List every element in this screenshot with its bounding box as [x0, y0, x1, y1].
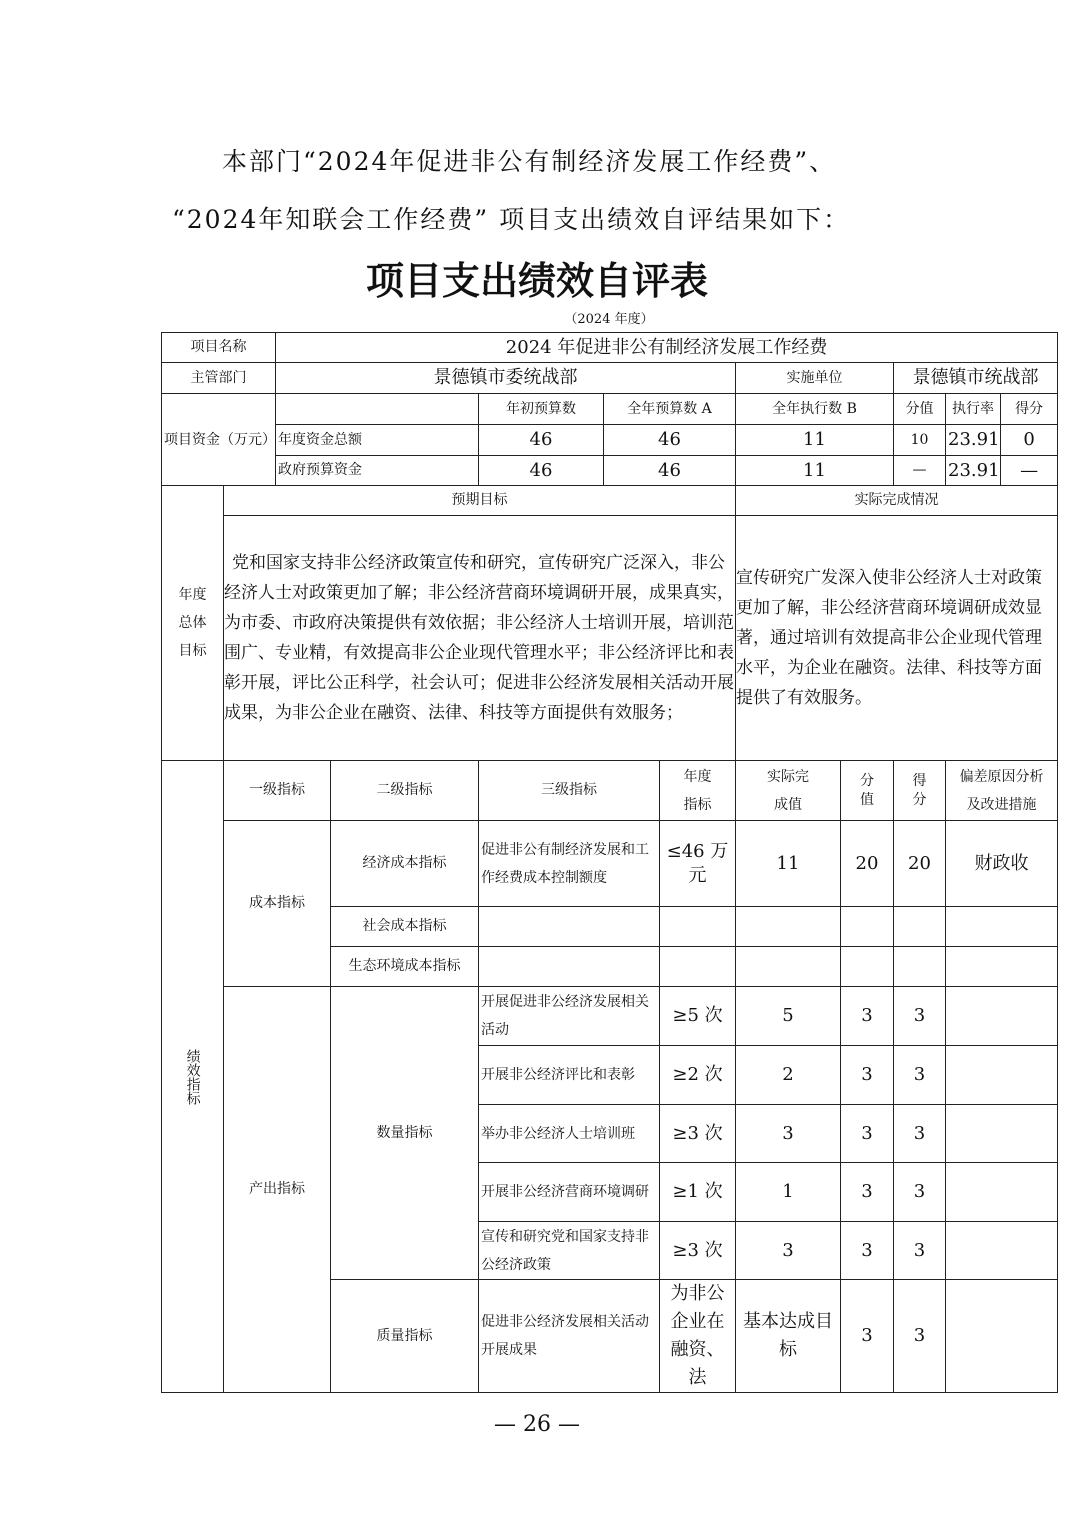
- funds-header: 全年执行数 B: [736, 394, 894, 425]
- intro-line-1: 本部门“2024年促进非公有制经济发展工作经费”、: [222, 147, 837, 176]
- intro-line-2: “2024年知联会工作经费” 项目支出绩效自评结果如下：: [172, 205, 851, 234]
- indicator-header: 二级指标: [331, 761, 479, 821]
- actual-header: 实际完成情况: [736, 486, 1058, 516]
- dept-label: 主管部门: [162, 363, 276, 394]
- actual-goal-text: 宣传研究广发深入使非公经济人士对政策更加了解，非公经济营商环境调研成效显著，通过培训有效提高非公企业现代管理水平，为企业在融资。法律、科技等方面提供了有效服务。: [736, 516, 1058, 761]
- evaluation-table: [161, 332, 1058, 1393]
- funds-row: 政府预算资金 46 46 11 — 23.91 —: [162, 456, 1058, 486]
- indicator-header: 年度指标: [660, 761, 736, 821]
- dept-value: 景德镇市委统战部: [276, 363, 736, 394]
- indicator-row: 举办非公经济人士培训班 ≥3 次 3 3 3: [162, 1105, 1058, 1163]
- funds-label: 项目资金（万元）: [162, 394, 276, 486]
- funds-header: 分值: [894, 394, 946, 425]
- indicator-row: 成本指标 经济成本指标 促进非公有制经济发展和工作经费成本控制额度 ≤46 万元 11 20 20 财政收: [162, 821, 1058, 907]
- indicator-header: 三级指标: [479, 761, 660, 821]
- funds-header: 年初预算数: [479, 394, 604, 425]
- indicator-header: 一级指标: [224, 761, 331, 821]
- impl-value: 景德镇市统战部: [894, 363, 1058, 394]
- funds-header: 执行率: [946, 394, 1001, 425]
- indicator-row: 宣传和研究党和国家支持非公经济政策 ≥3 次 3 3 3: [162, 1222, 1058, 1280]
- indicator-row: 社会成本指标: [162, 907, 1058, 947]
- project-name-label: 项目名称: [162, 333, 276, 363]
- indicator-row: 质量指标 促进非公经济发展相关活动开展成果 为非公企业在融资、法 基本达成目标 3 3: [162, 1280, 1058, 1393]
- funds-header: 全年预算数 A: [604, 394, 736, 425]
- goals-label: 年度总体目标: [162, 486, 224, 761]
- indicator-row: 开展非公经济评比和表彰 ≥2 次 2 3 3: [162, 1046, 1058, 1105]
- indicator-row: 开展非公经济营商环境调研 ≥1 次 1 3 3: [162, 1163, 1058, 1222]
- indicator-row: 产出指标 数量指标 开展促进非公经济发展相关活动 ≥5 次 5 3 3: [162, 987, 1058, 1046]
- indicator-header: 分值: [841, 761, 894, 821]
- expected-goal-text: 党和国家支持非公经济政策宣传和研究，宣传研究广泛深入，非公经济人士对政策更加了解；非公经济营商环境调研开展，成果真实，为市委、市政府决策提供有效依据；非公经济人士培训开展，培训范围广、专业精，有效提高非公企业现代管理水平；非公经济评比和表彰开展，评比公正科学，社会认可；促进非公经济发展相关活动开展成果，为非公企业在融资、法律、科技等方面提供有效服务；: [224, 516, 736, 761]
- indicator-header: 偏差原因分析及改进措施: [946, 761, 1058, 821]
- funds-header: 得分: [1001, 394, 1058, 425]
- indicator-header: 得分: [894, 761, 946, 821]
- year-label: （2024 年度）: [564, 312, 654, 327]
- page-number: — 26 —: [494, 1412, 580, 1437]
- expected-header: 预期目标: [224, 486, 736, 516]
- funds-row: 年度资金总额 46 46 11 10 23.91 0: [162, 425, 1058, 456]
- indicator-row: 生态环境成本指标: [162, 947, 1058, 987]
- indicator-header: 实际完成值: [736, 761, 841, 821]
- impl-label: 实施单位: [736, 363, 894, 394]
- project-name: 2024 年促进非公有制经济发展工作经费: [276, 333, 1058, 363]
- indicators-label: 绩效指标: [162, 761, 224, 1393]
- page-title: 项目支出绩效自评表: [365, 259, 708, 303]
